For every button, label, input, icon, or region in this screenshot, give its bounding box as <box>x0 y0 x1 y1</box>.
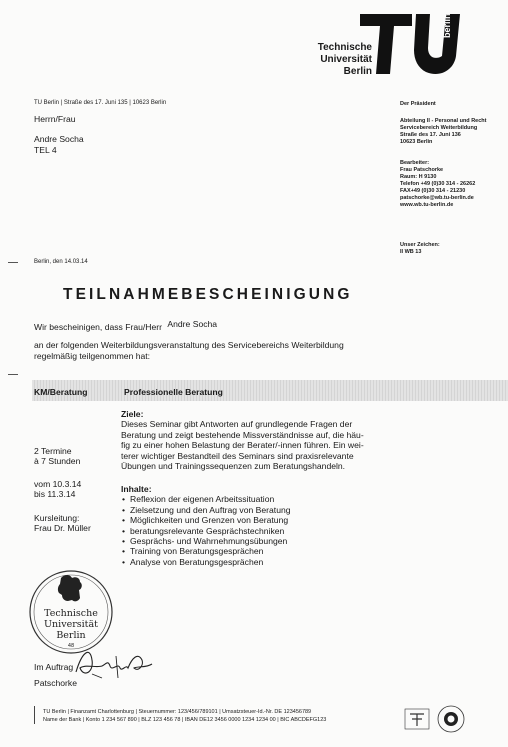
signature-block <box>34 662 77 689</box>
list-item: • Möglichkeiten und Grenzen von Beratung <box>121 515 291 525</box>
recipient-block <box>34 114 84 155</box>
seal-line: Berlin <box>56 630 86 641</box>
course-name: Professionelle Beratung <box>124 387 223 397</box>
list-item: • Reflexion der eigenen Arbeitssituation <box>121 494 291 504</box>
date-from: vom 10.3.14 <box>34 479 82 489</box>
handler-line: Telefon +49 (0)30 314 - 26262 <box>400 181 476 187</box>
signature-line-1: Im Auftrag <box>34 662 74 672</box>
goals-label: Ziele: <box>121 409 144 419</box>
logo-line: Universität <box>320 54 372 65</box>
course-code: KM/Beratung <box>34 387 88 397</box>
goals-line: fig zu einer hohen Belastung der Berater/-innen führen. Ein wei- <box>121 440 364 451</box>
website-link[interactable]: www.wb.tu-berlin.de <box>400 202 454 208</box>
intro-line-2: an der folgenden Weiterbildungsveranstaltung des Servicebereichs Weiterbildung <box>34 340 344 350</box>
reference-label: Unser Zeichen: <box>400 242 440 248</box>
footer-line: Name der Bank | Konto 1 234 567 890 | BLZ 123 456 78 | IBAN DE12 3456 0000 1234 1234 00 | BIC ABCDEFG123 <box>43 716 327 723</box>
termine-count: 2 Termine <box>34 446 72 456</box>
list-item: • beratungsrelevante Gesprächstechniken <box>121 526 291 536</box>
document-title: TEILNAHMEBESCHEINIGUNG <box>63 286 353 303</box>
recipient-tel: TEL 4 <box>34 144 57 155</box>
recipient-name: Andre Socha <box>34 134 84 145</box>
reference-value: II WB 13 <box>400 249 422 255</box>
dept-line: 10623 Berlin <box>400 139 433 145</box>
instructor-name: Frau Dr. Müller <box>34 523 91 534</box>
hours-per-session: à 7 Stunden <box>34 456 81 467</box>
signature-name: Patschorke <box>34 678 77 689</box>
footer-line: TU Berlin | Finanzamt Charlottenburg | Steuernummer: 123/456/789101 | Umsatzsteuer-Id.-Nr. DE 123456789 <box>43 709 312 715</box>
dept-line: Straße des 17. Juni 136 <box>400 132 461 138</box>
contents-section <box>121 484 291 567</box>
recipient-salutation: Herrn/Frau <box>34 114 76 124</box>
contents-label: Inhalte: <box>121 484 152 494</box>
goals-line: terer wichtiger Bestandteil des Seminars sind praxisrelevante <box>121 450 354 461</box>
date-to: bis 11.3.14 <box>34 489 76 500</box>
handler-line: FAX+49 (0)30 314 - 21230 <box>400 188 466 194</box>
handler-email-link[interactable]: patschorke@wb.tu-berlin.de <box>400 195 474 201</box>
tu-logo-icon <box>356 8 466 78</box>
goals-line: Beratung und zeigt bestehende Missverständnisse auf, die häu- <box>121 429 364 440</box>
course-band <box>32 380 508 401</box>
logo-line: Technische <box>317 42 372 53</box>
handler-line: Raum: H 9130 <box>400 174 437 180</box>
footer <box>43 709 326 724</box>
handler-label: Bearbeiter: <box>400 160 430 166</box>
president-label: Der Präsident <box>400 101 436 107</box>
list-item: • Analyse von Beratungsgesprächen <box>121 557 291 567</box>
reference-block <box>400 242 504 256</box>
list-item: • Gesprächs- und Wahrnehmungsübungen <box>121 536 291 546</box>
goals-line: Dieses Seminar gibt Antworten auf grundlegende Fragen der <box>121 419 353 430</box>
contents-list <box>121 494 291 567</box>
fold-mark <box>8 374 18 375</box>
seal-line: Universität <box>44 619 98 630</box>
duration-block <box>34 446 80 467</box>
intro-prefix: Wir bescheinigen, dass Frau/Herr <box>34 322 162 332</box>
footer-divider <box>34 706 35 724</box>
sender-line: TU Berlin | Straße des 17. Juni 135 | 10623 Berlin <box>34 100 167 106</box>
intro-line-3: regelmäßig teilgenommen hat: <box>34 351 151 361</box>
list-item: • Zielsetzung und den Auftrag von Beratung <box>121 505 291 515</box>
participant-name: Andre Socha <box>167 319 218 329</box>
handler-block <box>400 160 504 209</box>
handwritten-signature-icon <box>72 638 162 686</box>
handler-line: Frau Patschorke <box>400 167 444 173</box>
list-item: • Training von Beratungsgesprächen <box>121 546 291 556</box>
instructor-label: Kursleitung: <box>34 513 80 523</box>
dept-line: Abteilung II - Personal und Recht <box>400 118 487 124</box>
certification-badge-icon <box>404 708 430 730</box>
intro-line-1 <box>34 319 218 332</box>
fold-mark <box>8 262 18 263</box>
instructor-block <box>34 513 91 534</box>
logo-side-text: berlin <box>442 13 452 38</box>
goals-section <box>121 409 364 471</box>
date-line: Berlin, den 14.03.14 <box>34 259 88 265</box>
date-range-block <box>34 479 81 500</box>
logo-line: Berlin <box>343 66 372 77</box>
dept-line: Servicebereich Weiterbildung <box>400 125 478 131</box>
quality-seal-icon <box>436 704 466 734</box>
seal-line: Technische <box>44 608 98 619</box>
seal-number: 48 <box>67 643 75 649</box>
department-block <box>400 118 504 146</box>
goals-line: Übungen und Trainingssequenzen zum Beratungshandeln. <box>121 461 346 472</box>
